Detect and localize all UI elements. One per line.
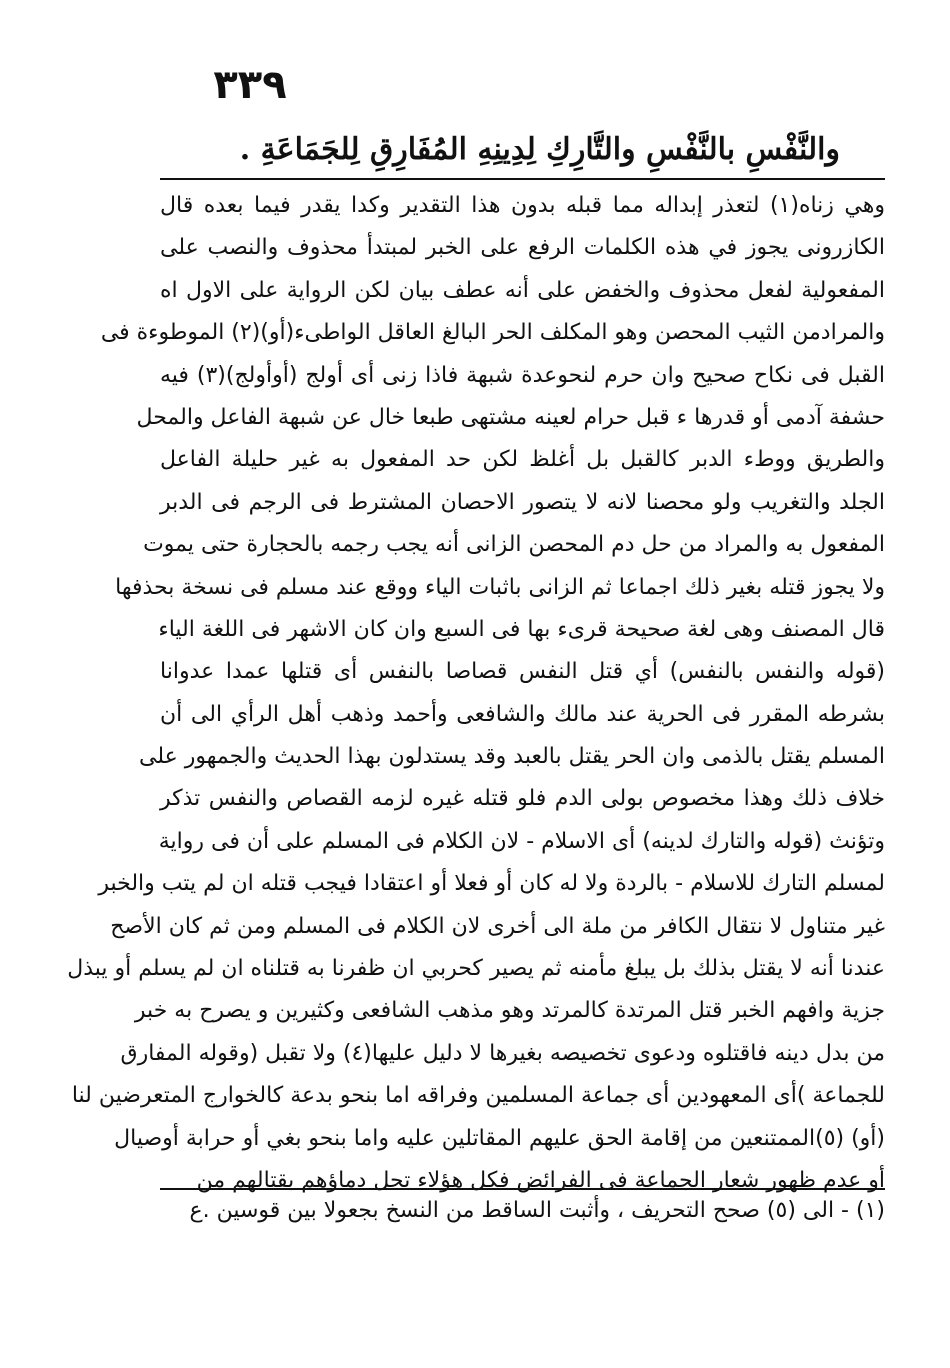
commentary-line: والطريق ووطء الدبر كالقبل بل أغلظ لكن حد المفعول به غير حليلة الفاعل [160,447,885,473]
hadith-text: والنَّفْسِ بالنَّفْسِ والتَّارِكِ لِدِينِهِ المُفَارِقِ لِلجَمَاعَةِ . [239,132,840,167]
commentary-line: غير متناول لا نتقال الكافر من ملة الى أخرى لان الكلام فى المسلم ومن ثم كان الأصح [110,913,885,939]
commentary-line: المفعولية لفعل محذوف والخفض على أنه عطف بيان لكن الرواية على الاول اه [160,277,885,303]
commentary-line: الجلد والتغريب ولو محصنا لانه لا يتصور الاحصان المشترط فى الرجم فى الدبر [160,489,885,515]
footnote: (١) - الى (٥) صحح التحريف ، وأثبت الساقط من النسخ بجعولا بين قوسين .ع [189,1198,885,1223]
commentary-line: لمسلم التارك للاسلام - بالردة ولا له كان أو فعلا أو اعتقادا فيجب قتله ان لم يتب والخبر [98,871,885,897]
commentary-line: جزية وافهم الخبر قتل المرتدة كالمرتد وهو مذهب الشافعى وكثيرين و يصرح به خبر [134,998,885,1024]
commentary-line: عندنا أنه لا يقتل بذلك بل يبلغ مأمنه ثم يصير كحربي ان ظفرنا به قتلناه ان لم يسلم أو يبذل [67,956,885,982]
commentary-body [67,185,885,1202]
commentary-line: بشرطه المقرر فى الحرية عند مالك والشافعى وأحمد وذهب أهل الرأي الى أن [160,701,885,727]
commentary-line: قال المصنف وهى لغة صحيحة قرىء بها فى السبع وان كان الاشهر فى اللغة الياء [158,616,885,642]
commentary-line: أو عدم ظهور شعار الجماعة فى الفرائض فكل هؤلاء تحل دماؤهم بقتالهم من [196,1167,885,1193]
header-divider [160,178,885,180]
commentary-line: خلاف ذلك وهذا مخصوص بولى الدم فلو قتله غيره لزمه القصاص والنفس تذكر [160,786,885,812]
commentary-line: للجماعة )أى المعهودين أى جماعة المسلمين وفراقه اما بنحو بدعة كالخوارج المتعرضين لنا [71,1083,885,1109]
commentary-line: القبل فى نكاح صحيح وان حرم لنحوعدة شبهة فاذا زنى أى أولج (أوأولج)(٣) فيه [160,362,885,388]
commentary-line: وتؤنث (قوله والتارك لدينه) أى الاسلام - لان الكلام فى المسلم على أن فى رواية [158,828,885,854]
page-number: ٣٣٩ [213,62,287,108]
commentary-line: حشفة آدمى أو قدرها ﺀ قبل حرام لعينه مشتهى طبعا خال عن شبهة الفاعل والمحل [136,404,885,430]
commentary-line: (قوله والنفس بالنفس) أي قتل النفس قصاصا بالنفس أى قتلها عمدا عدوانا [160,659,885,685]
commentary-line: الكازرونى يجوز في هذه الكلمات الرفع على الخبر لمبتدأ محذوف والنصب على [160,235,885,261]
commentary-line: (أو) (٥)الممتنعين من إقامة الحق عليهم المقاتلين عليه واما بنحو بغي أو حرابة أوصيال [114,1125,885,1151]
commentary-line: المفعول به والمراد من حل دم المحصن الزانى أنه يجب رجمه بالحجارة حتى يموت [143,532,885,558]
commentary-line: المسلم يقتل بالذمى وان الحر يقتل بالعبد وقد يستدلون بهذا الحديث والجمهور على [139,744,885,770]
footnote-divider [160,1188,885,1190]
commentary-line: من بدل دينه فاقتلوه ودعوى تخصيصه بغيرها لا دليل عليها(٤) ولا تقبل (وقوله المفارق [120,1040,885,1066]
commentary-line: والمرادمن الثيب المحصن وهو المكلف الحر البالغ العاقل الواطىء(أو)(٢) الموطوءة فى [100,320,885,346]
commentary-line: وهي زناه(١) لتعذر إبداله مما قبله بدون هذا التقدير وكدا يقدر فيما بعده قال [160,193,885,218]
commentary-line: ولا يجوز قتله بغير ذلك اجماعا ثم الزانى باثبات الياء ووقع عند مسلم فى نسخة بحذفها [115,574,885,600]
